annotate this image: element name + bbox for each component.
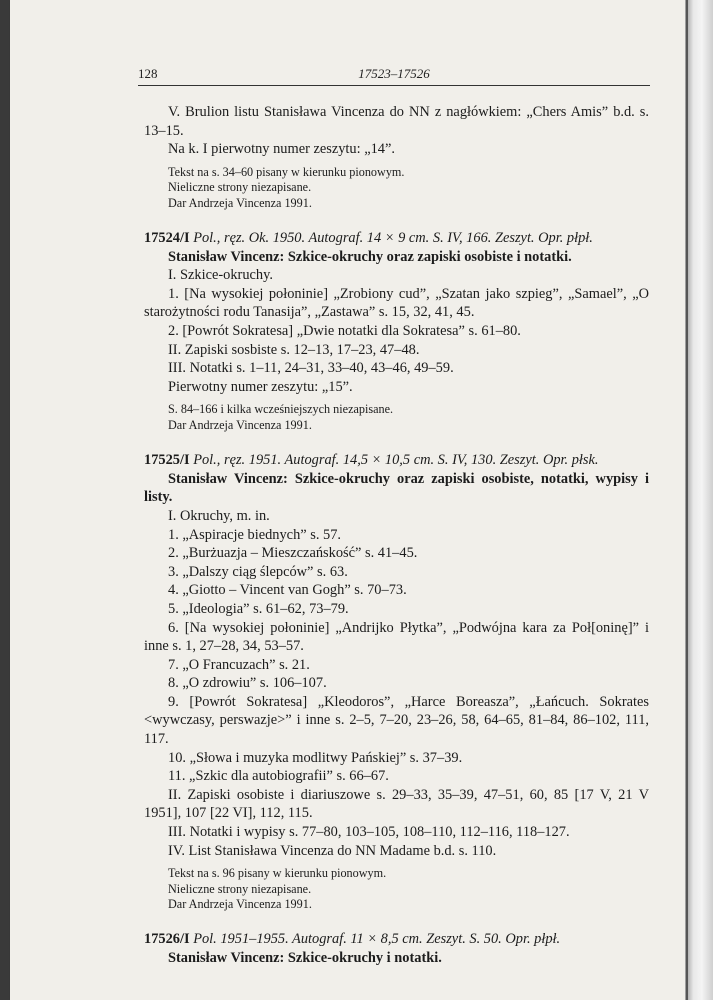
- page-number: 128: [138, 66, 158, 81]
- entry-notes: [168, 402, 649, 433]
- entry-heading: [144, 930, 649, 949]
- entry-line: Pierwotny numer zeszytu: „15”.: [168, 378, 353, 395]
- note-line: Dar Andrzeja Vincenza 1991.: [168, 897, 312, 912]
- entry-id: 17526/I: [144, 931, 190, 948]
- entry-line: IV. List Stanisława Vincenza do NN Madame b.d. s. 110.: [168, 842, 497, 859]
- note-line: Dar Andrzeja Vincenza 1991.: [168, 417, 312, 432]
- note-line: S. 84–166 i kilka wcześniejszych niezapisane.: [168, 402, 394, 417]
- entry-line: I. Okruchy, m. in.: [168, 507, 270, 524]
- entry-line: 9. [Powrót Sokratesa] „Kleodoros”, „Harce Boreasza”, „Łańcuch. Sokrates <wywczasy, perswazje>” i inne s. 2–5, 7–20, 23–26, 58, 64–65, 81–84, 86–102, 111, 117.: [144, 693, 649, 748]
- intro-line: V. Brulion listu Stanisława Vincenza do NN z nagłówkiem: „Chers Amis” b.d. s. 13–15.: [144, 104, 649, 139]
- entry-line: 5. „Ideologia” s. 61–62, 73–79.: [168, 600, 349, 617]
- entry-line: 10. „Słowa i muzyka modlitwy Pańskiej” s. 37–39.: [168, 749, 463, 766]
- entry-line: 1. „Aspiracje biednych” s. 57.: [168, 526, 342, 543]
- scan-page-edge: [685, 0, 713, 1000]
- entry-line: 3. „Dalszy ciąg ślepców” s. 63.: [168, 563, 348, 580]
- entry-heading: [144, 451, 649, 470]
- entry-line: 2. „Burżuazja – Mieszczańskość” s. 41–45.: [168, 545, 418, 562]
- note-line: Nieliczne strony niezapisane.: [168, 180, 312, 195]
- catalog-entry-17524: [144, 229, 649, 433]
- entry-description: Pol. 1951–1955. Autograf. 11 × 8,5 cm. Zeszyt. S. 50. Opr. płpł.: [193, 931, 561, 948]
- entry-title: Stanisław Vincenz: Szkice-okruchy oraz zapiski osobiste i notatki.: [168, 248, 572, 265]
- entry-line: 1. [Na wysokiej połoninie] „Zrobiony cud”, „Szatan jako szpieg”, „Samael”, „O starożytności rodu Tanasija”, „Zastawa” s. 15, 32, 41, 45.: [144, 285, 649, 321]
- entry-id: 17525/I: [144, 452, 190, 469]
- note-line: Nieliczne strony niezapisane.: [168, 881, 312, 896]
- note-line: Tekst na s. 34–60 pisany w kierunku pionowym.: [168, 164, 405, 179]
- entry-id: 17524/I: [144, 230, 190, 246]
- entry-line: 2. [Powrót Sokratesa] „Dwie notatki dla Sokratesa” s. 61–80.: [168, 322, 521, 339]
- entry-title: Stanisław Vincenz: Szkice-okruchy i notatki.: [168, 950, 442, 967]
- note-line: Dar Andrzeja Vincenza 1991.: [168, 195, 312, 210]
- running-title: 17523–17526: [358, 66, 430, 81]
- entry-line: 7. „O Francuzach” s. 21.: [168, 656, 310, 673]
- entry-line: 6. [Na wysokiej połoninie] „Andrijko Płytka”, „Podwójna kara za Poł[oninę]” i inne s. 1, 27–28, 34, 53–57.: [144, 619, 649, 655]
- entry-notes: [168, 866, 649, 912]
- scan-page-edge-line: [686, 0, 688, 1000]
- intro-line: Na k. I pierwotny numer zeszytu: „14”.: [168, 141, 395, 158]
- entry-title: Stanisław Vincenz: Szkice-okruchy oraz zapiski osobiste, notatki, wypisy i listy.: [144, 470, 649, 506]
- entry-description: Pol., ręz. Ok. 1950. Autograf. 14 × 9 cm. S. IV, 166. Zeszyt. Opr. płpł.: [193, 230, 593, 246]
- catalog-entry-17526: [144, 930, 649, 967]
- entry-line: III. Notatki s. 1–11, 24–31, 33–40, 43–46, 49–59.: [168, 360, 454, 377]
- entry-line: 8. „O zdrowiu” s. 106–107.: [168, 675, 327, 692]
- page-header: [138, 66, 650, 86]
- entry-description: Pol., ręz. 1951. Autograf. 14,5 × 10,5 cm. S. IV, 130. Zeszyt. Opr. płsk.: [193, 452, 599, 469]
- note-line: Tekst na s. 96 pisany w kierunku pionowym.: [168, 866, 387, 881]
- catalog-entry-17525: [144, 451, 649, 912]
- entry-line: 11. „Szkic dla autobiografii” s. 66–67.: [168, 768, 389, 785]
- entry-line: II. Zapiski osobiste i diariuszowe s. 29–33, 35–39, 47–51, 60, 85 [17 V, 21 V 1951], 107 [22 VI], 112, 115.: [144, 786, 649, 822]
- entry-line: I. Szkice-okruchy.: [168, 267, 273, 284]
- header-rule: [138, 85, 650, 86]
- document-page: [10, 0, 685, 1000]
- entry-line: II. Zapiski sosbiste s. 12–13, 17–23, 47–48.: [168, 341, 420, 358]
- entry-heading: [144, 229, 649, 248]
- entry-line: III. Notatki i wypisy s. 77–80, 103–105, 108–110, 112–116, 118–127.: [168, 824, 570, 841]
- entry-line: 4. „Giotto – Vincent van Gogh” s. 70–73.: [168, 582, 407, 599]
- catalog-content: [144, 103, 649, 968]
- intro-notes: [168, 165, 649, 211]
